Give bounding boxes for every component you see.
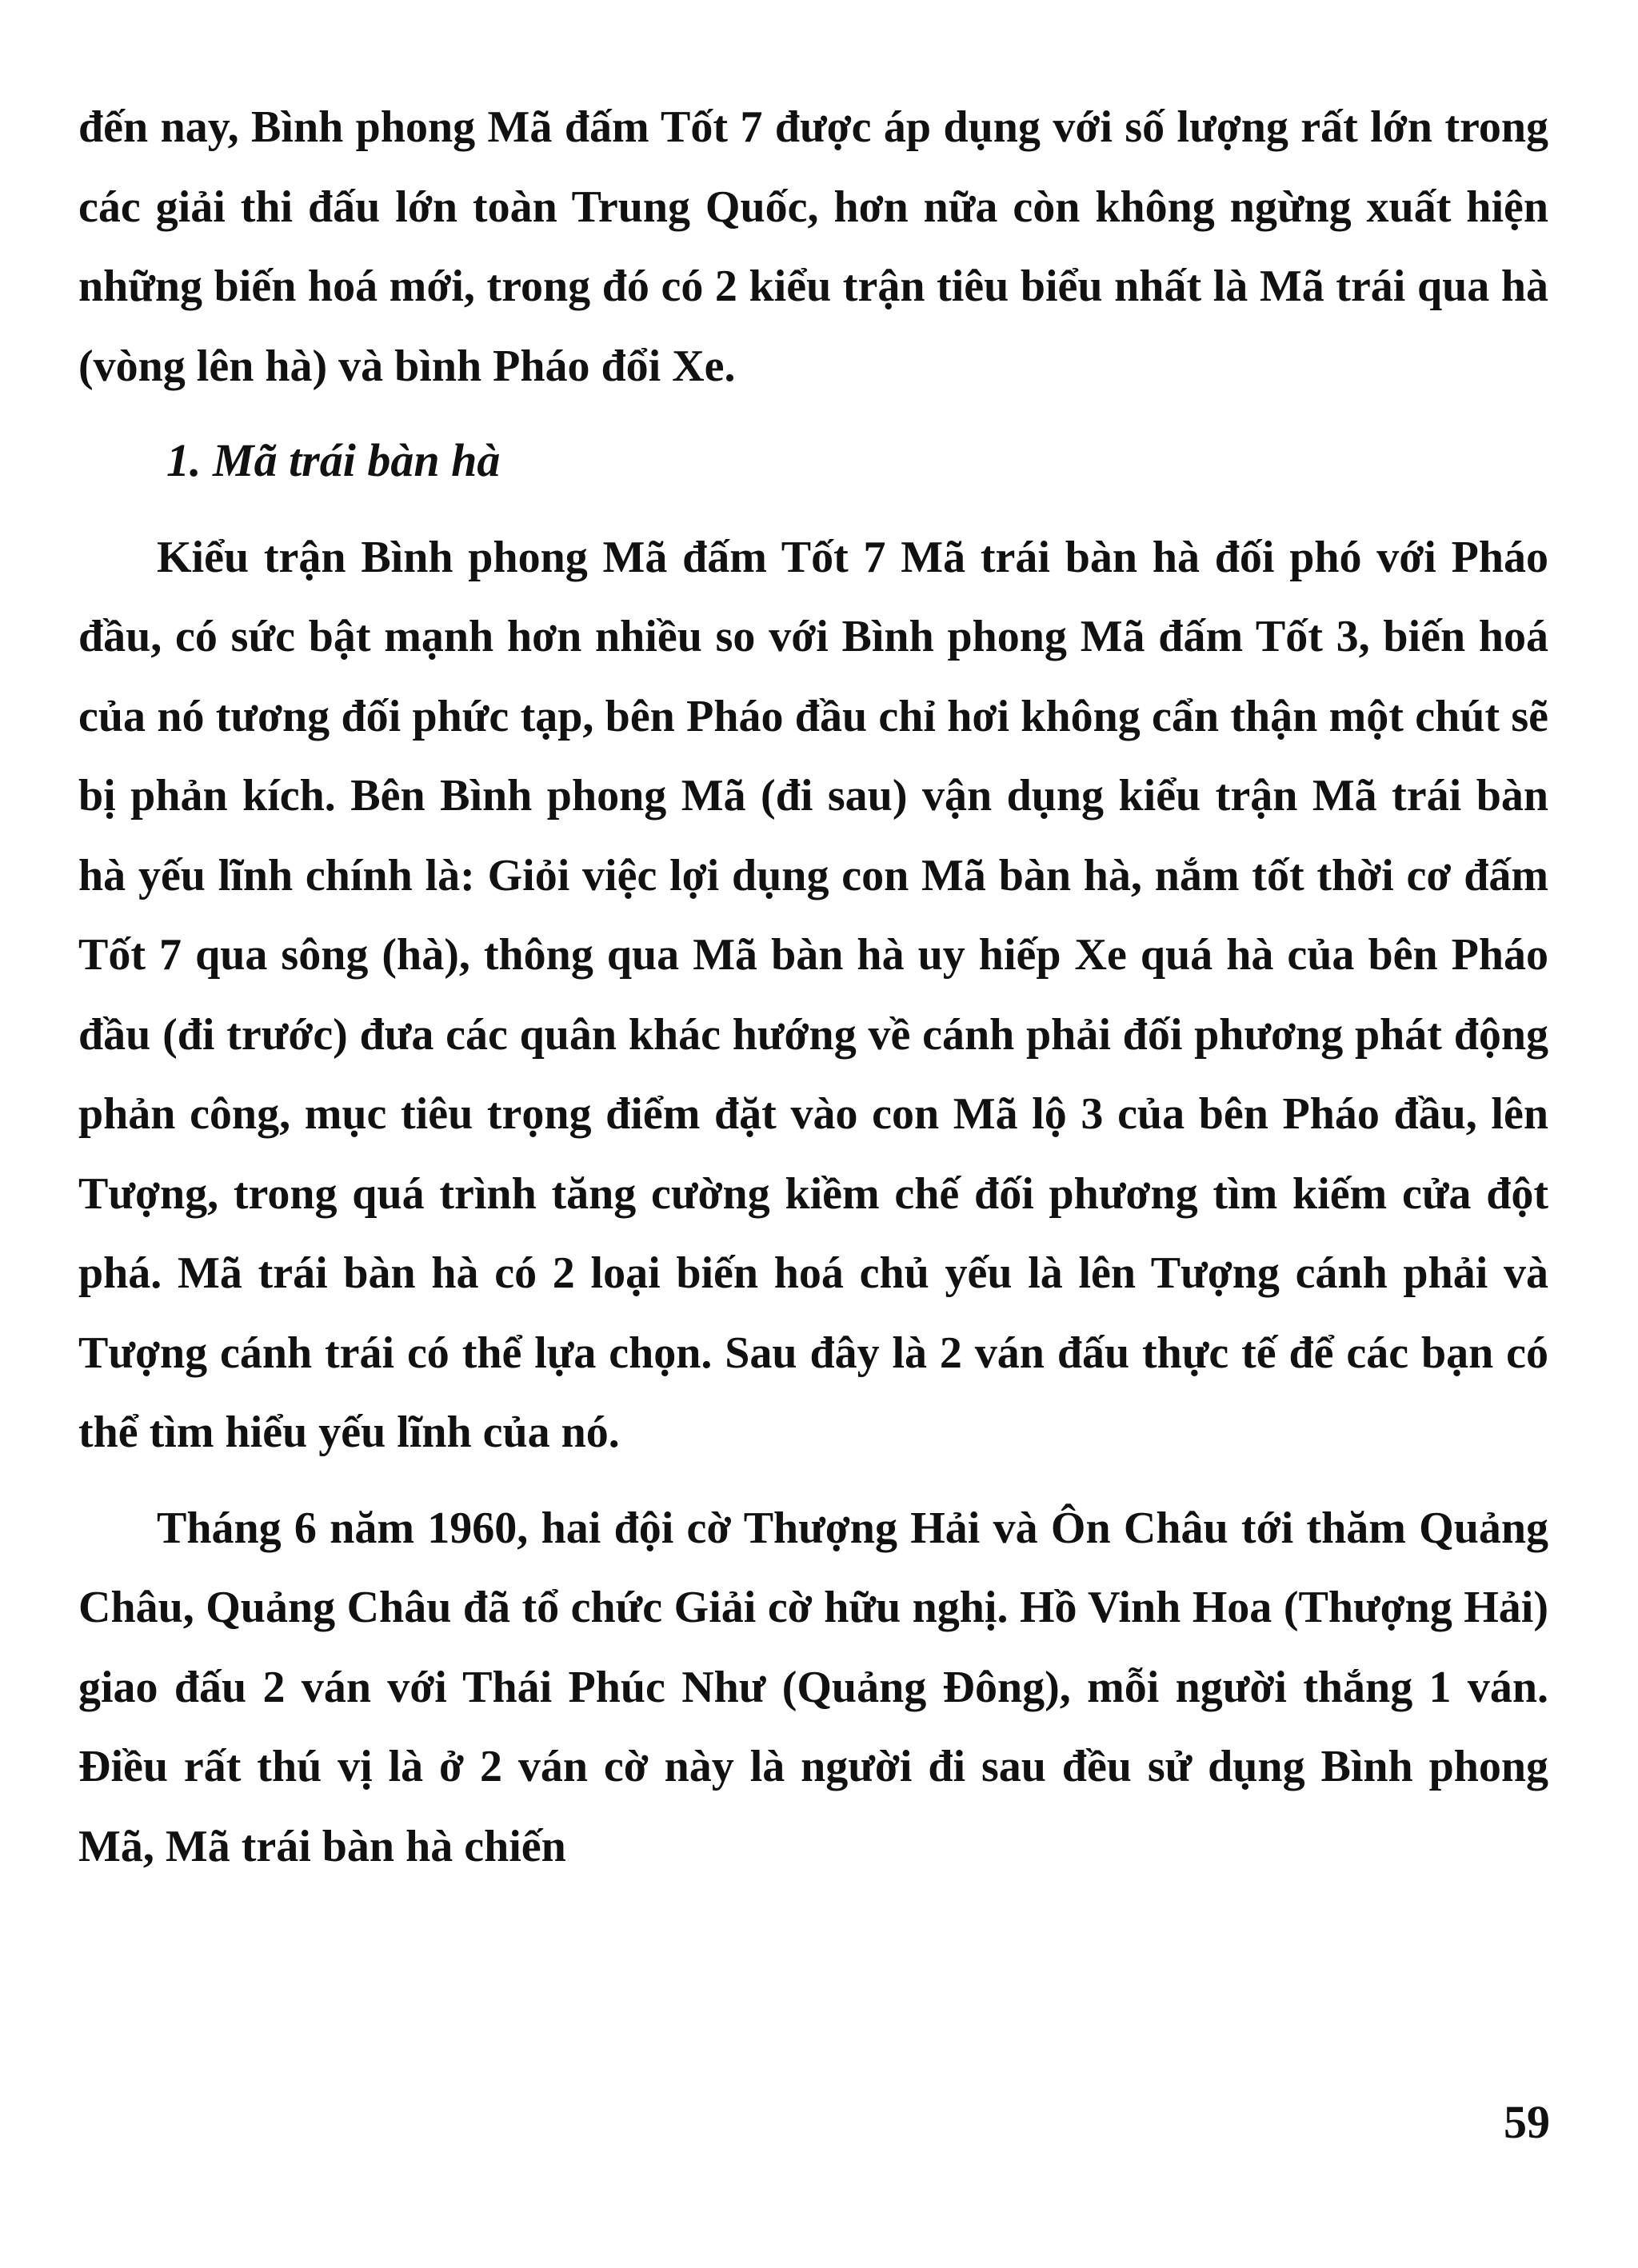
page-number: 59 [1504,2096,1550,2148]
body-paragraph-1: Kiểu trận Bình phong Mã đấm Tốt 7 Mã trái bàn hà đối phó với Pháo đầu, có sức bật mạnh hơn nhiều so với Bình phong Mã đấm Tốt 3, biến hoá của nó tương đối phức tạp, bên Pháo đầu chỉ hơi không cẩn thận một chút sẽ bị phản kích. Bên Bình phong Mã (đi sau) vận dụng kiểu trận Mã trái bàn hà yếu lĩnh chính là: Giỏi việc lợi dụng con Mã bàn hà, nắm tốt thời cơ đấm Tốt 7 qua sông (hà), thông qua Mã bàn hà uy hiếp Xe quá hà của bên Pháo đầu (đi trước) đưa các quân khác hướng về cánh phải đối phương phát động phản công, mục tiêu trọng điểm đặt vào con Mã lộ 3 của bên Pháo đầu, lên Tượng, trong quá trình tăng cường kiềm chế đối phương tìm kiếm cửa đột phá. Mã trái bàn hà có 2 loại biến hoá chủ yếu là lên Tượng cánh phải và Tượng cánh trái có thể lựa chọn. Sau đây là 2 ván đấu thực tế để các bạn có thể tìm hiểu yếu lĩnh của nó. [78,532,1548,1457]
page-content [78,88,1548,1887]
section-heading: 1. Mã trái bàn hà [166,434,501,486]
intro-paragraph: đến nay, Bình phong Mã đấm Tốt 7 được áp dụng với số lượng rất lớn trong các giải thi đấu lớn toàn Trung Quốc, hơn nữa còn không ngừng xuất hiện những biến hoá mới, trong đó có 2 kiểu trận tiêu biểu nhất là Mã trái qua hà (vòng lên hà) và bình Pháo đổi Xe. [78,102,1548,391]
body-paragraph-2: Tháng 6 năm 1960, hai đội cờ Thượng Hải và Ôn Châu tới thăm Quảng Châu, Quảng Châu đã tổ chức Giải cờ hữu nghị. Hồ Vinh Hoa (Thượng Hải) giao đấu 2 ván với Thái Phúc Như (Quảng Đông), mỗi người thắng 1 ván. Điều rất thú vị là ở 2 ván cờ này là người đi sau đều sử dụng Bình phong Mã, Mã trái bàn hà chiến [78,1503,1548,1871]
paragraph-gap [78,1473,1548,1489]
